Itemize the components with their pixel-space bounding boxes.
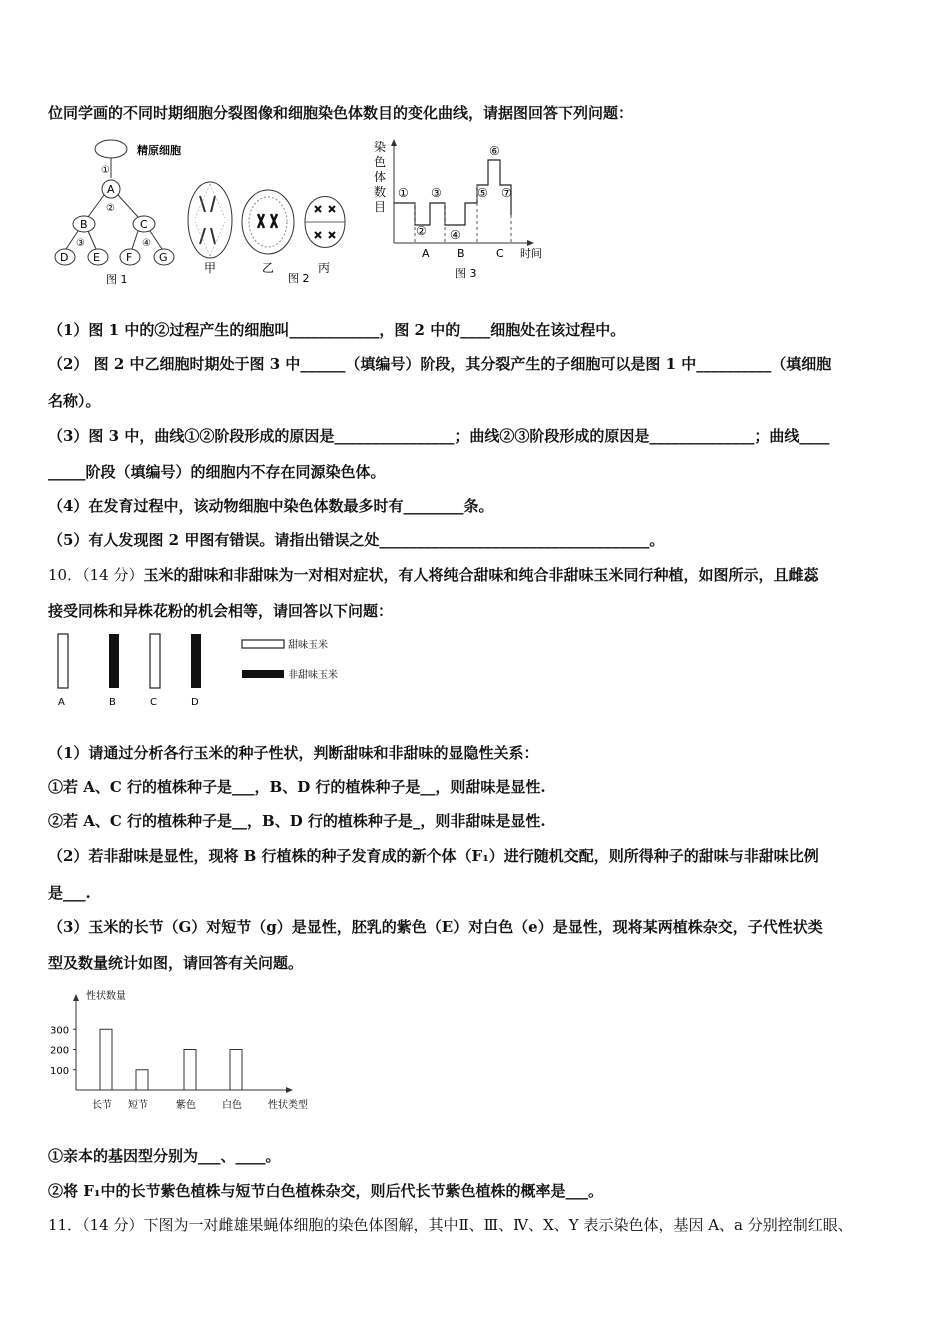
legend-nonsweet-swatch — [242, 670, 284, 678]
q11-number: 11．（14 分） — [48, 1216, 144, 1234]
fig1-step-2: ② — [106, 203, 115, 214]
fig3-mark-5: ⑤ — [477, 186, 488, 200]
bar-1 — [100, 1029, 112, 1090]
cell-yi — [242, 190, 294, 254]
category-label-2: 短节 — [128, 1100, 148, 1111]
q9-part-2: （2） 图 2 中乙细胞时期处于图 3 中______（填编号）阶段，其分裂产生的子细胞可以是图 1 中__________（填细胞 — [48, 355, 832, 373]
fig1-node-e-label: E — [93, 251, 100, 264]
q11-heading — [48, 1215, 853, 1235]
fig3-xlabel: 时间 — [520, 247, 542, 260]
y-tick-label-100: 100 — [50, 1065, 70, 1077]
q9-part-2-cont: 名称）。 — [48, 392, 101, 410]
q10-stem: 玉米的甜味和非甜味为一对相对症状，有人将纯合甜味和纯合非甜味玉米同行种植，如图所示，且雌蕊 — [143, 566, 819, 584]
q10-part-1: （1）请通过分析各行玉米的种子性状，判断甜味和非甜味的显隐性关系： — [48, 744, 539, 762]
chart-ylabel: 性状数量 — [86, 991, 126, 1002]
q10-number: 10．（14 分） — [48, 566, 144, 584]
fig1-node-f-label: F — [126, 251, 133, 264]
row-c-sweet — [150, 634, 160, 688]
q10-part-3-cont: 型及数量统计如图，请回答有关问题。 — [48, 954, 304, 972]
fig3-mark-1: ① — [398, 186, 409, 200]
fig3-mark-6: ⑥ — [489, 144, 500, 158]
q10-part-3c: ②将 F₁中的长节紫色植株与短节白色植株杂交，则后代长节紫色植株的概率是___。 — [48, 1182, 603, 1200]
row-d-label: D — [191, 697, 199, 708]
fig3-mark-4: ④ — [450, 228, 461, 242]
fig1-step-1: ① — [101, 165, 110, 176]
fig1-step-3: ③ — [76, 238, 85, 249]
cell-jia-chromosomes — [200, 196, 215, 244]
svg-text:目: 目 — [374, 200, 387, 214]
fig3-phase-b: B — [457, 247, 465, 260]
spermatogonium-cell — [95, 140, 127, 158]
fig1-top-label: 精原细胞 — [137, 144, 181, 157]
q11-stem: 下图为一对雌雄果蝇体细胞的染色体图解，其中Ⅱ、Ⅲ、Ⅳ、X、Y 表示染色体，基因 A、a 分别控制红眼、 — [143, 1216, 853, 1234]
fig3-ylabel — [374, 139, 386, 214]
figure-1 — [48, 135, 188, 295]
bar-2 — [136, 1070, 148, 1090]
row-c-label: C — [150, 697, 157, 708]
y-tick-label-300: 300 — [50, 1025, 70, 1037]
y-tick-label-200: 200 — [50, 1045, 70, 1057]
q10-part-2-cont: 是___. — [48, 884, 91, 902]
fig1-step-4: ④ — [142, 238, 151, 249]
row-a-sweet — [58, 634, 68, 688]
fig3-mark-3: ③ — [431, 186, 442, 200]
q9-part-1: （1）图 1 中的②过程产生的细胞叫____________，图 2 中的____细胞处在该过程中。 — [48, 321, 626, 339]
cell-jia-label: 甲 — [204, 261, 217, 275]
svg-text:数: 数 — [374, 185, 387, 199]
q10-heading — [48, 565, 818, 585]
q9-part-4: （4）在发育过程中，该动物细胞中染色体数最多时有________条。 — [48, 497, 494, 515]
category-label-4: 白色 — [222, 1100, 242, 1111]
row-b-label: B — [109, 697, 116, 708]
legend-sweet-swatch — [242, 640, 284, 648]
fig3-curve — [394, 160, 511, 225]
q10-part-3: （3）玉米的长节（G）对短节（g）是显性，胚乳的紫色（E）对白色（e）是显性，现将某两植株杂交，子代性状类 — [48, 918, 823, 936]
figure-3 — [370, 135, 560, 285]
svg-text:色: 色 — [374, 155, 387, 169]
q10-part-1b: ②若 A、C 行的植株种子是__，B、D 行的植株种子是_，则非甜味是显性. — [48, 812, 546, 830]
chart-xlabel: 性状类型 — [268, 1100, 308, 1111]
trait-count-chart — [48, 985, 338, 1115]
q10-part-3a: ①亲本的基因型分别为___、____。 — [48, 1147, 281, 1165]
cell-yi-label: 乙 — [262, 261, 275, 275]
legend-sweet-label: 甜味玉米 — [288, 640, 328, 651]
fig3-phase-c: C — [496, 247, 504, 260]
fig1-node-d-label: D — [60, 251, 69, 264]
legend-nonsweet-label: 非甜味玉米 — [288, 670, 338, 681]
q10-part-1a: ①若 A、C 行的植株种子是___，B、D 行的植株种子是__，则甜味是显性. — [48, 778, 546, 796]
corn-rows-figure — [48, 630, 358, 715]
fig3-mark-2: ② — [416, 224, 427, 238]
fig3-caption: 图 3 — [455, 267, 477, 280]
row-a-label: A — [58, 697, 65, 708]
row-d-nonsweet — [191, 634, 201, 688]
q9-part-5: （5）有人发现图 2 甲图有错误。请指出错误之处____________________________________。 — [48, 531, 665, 549]
svg-text:染: 染 — [374, 140, 387, 154]
bar-3 — [184, 1050, 196, 1091]
q9-part-3: （3）图 3 中，曲线①②阶段形成的原因是________________；曲线②③阶段形成的原因是______________；曲线____ — [48, 427, 830, 445]
q10-stem-cont: 接受同株和异株花粉的机会相等，请回答以下问题： — [48, 602, 394, 620]
fig1-caption: 图 1 — [106, 273, 128, 286]
fig2-caption: 图 2 — [288, 272, 310, 285]
fig1-node-c-label: C — [140, 218, 148, 231]
figure-2 — [185, 178, 355, 288]
fig3-phase-a: A — [422, 247, 430, 260]
q10-part-2: （2）若非甜味是显性，现将 B 行植株的种子发育成的新个体（F₁）进行随机交配，则所得种子的甜味与非甜味比例 — [48, 847, 819, 865]
intro-text: 位同学画的不同时期细胞分裂图像和细胞染色体数目的变化曲线，请据图回答下列问题： — [48, 104, 634, 122]
cell-bing-label: 丙 — [318, 261, 331, 275]
fig1-node-b-label: B — [80, 218, 88, 231]
category-label-3: 紫色 — [176, 1100, 196, 1111]
fig3-mark-7: ⑦ — [501, 186, 512, 200]
fig1-node-g-label: G — [159, 251, 168, 264]
fig1-node-a-label: A — [107, 183, 115, 196]
bar-4 — [230, 1050, 242, 1091]
cell-jia — [188, 182, 232, 258]
row-b-nonsweet — [109, 634, 119, 688]
cell-yi-chromosomes — [258, 214, 277, 228]
q9-part-3-cont: _____阶段（填编号）的细胞内不存在同源染色体。 — [48, 463, 386, 481]
category-label-1: 长节 — [92, 1100, 112, 1111]
svg-text:体: 体 — [374, 170, 387, 184]
